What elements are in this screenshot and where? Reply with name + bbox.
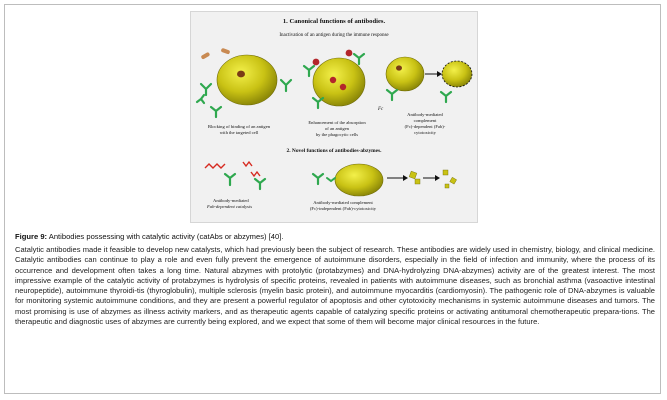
- arrow-head-icon: [437, 71, 442, 77]
- antibody-icon: [304, 66, 314, 76]
- figure-9: [190, 11, 478, 223]
- cell-fragment-icon: [450, 177, 457, 184]
- enhancement-panel: [304, 50, 366, 137]
- figure-illustration: [191, 12, 477, 222]
- cleaved-chain-icon: [243, 162, 252, 166]
- antibody-icon: [281, 80, 291, 91]
- figure-caption: [15, 232, 655, 242]
- cell-fragment-icon: [443, 170, 448, 175]
- lysed-cell: [442, 61, 472, 87]
- blocking-panel: [197, 48, 291, 135]
- substrate-chain-icon: [205, 164, 225, 168]
- antigen-icon: [340, 84, 346, 90]
- abzyme-icon: [255, 179, 265, 189]
- antigen-icon: [201, 52, 211, 60]
- section2-title: 2. Novel functions of antibodies-abzymes.: [286, 148, 382, 154]
- cell-nucleus: [237, 71, 245, 78]
- antibody-icon: [197, 95, 204, 103]
- abzyme-icon: [327, 178, 335, 181]
- target-cell: [386, 57, 424, 91]
- cleaved-chain-icon: [251, 172, 260, 176]
- enhancement-label-line3: by the phagocytic cells: [315, 132, 359, 137]
- antibody-icon: [354, 54, 364, 64]
- cell-fragment-icon: [415, 179, 420, 184]
- antibody-icon: [387, 90, 397, 100]
- antibody-icon: [441, 92, 451, 102]
- figure-label: Figure 9:: [15, 232, 48, 241]
- catalysis-label-line1: Antibody-mediated: [213, 198, 249, 203]
- target-cell: [335, 164, 383, 196]
- cell-nucleus: [396, 65, 402, 70]
- antigen-icon: [313, 59, 320, 66]
- catalysis-label-line2: Fab-dependent catalysis: [207, 204, 253, 209]
- cell-fragment-icon: [409, 171, 417, 179]
- arrow-head-icon: [403, 175, 408, 181]
- enhancement-label-line2: of an antigen: [325, 126, 349, 131]
- target-cell: [217, 55, 277, 105]
- blocking-label-line2: with the targeted cell: [219, 130, 259, 135]
- enhancement-label-line1: Enhancement of the absorption: [308, 120, 366, 125]
- complement-label-line2: complement: [413, 118, 437, 123]
- abzyme-cytotoxicity-panel: [310, 164, 457, 211]
- complement-label-line4: cytotoxicity: [414, 130, 436, 135]
- figure-caption-text: Antibodies possessing with catalytic activity (catAbs or abzymes) [40].: [47, 232, 284, 241]
- antibody-icon: [313, 98, 323, 108]
- complement-label-line3: (Fc)-dependent (Fab)-: [404, 124, 446, 129]
- catalysis-panel: [205, 162, 265, 209]
- cell-fragment-icon: [445, 184, 449, 188]
- antibody-icon: [211, 107, 221, 117]
- body-paragraph: Catalytic antibodies made it feasible to develop new catalysts, which had previously been the subject of research. These antibodies are widely used in chemistry, biology, and clinical medicine. Catalytic antibodies can continue to play a role and even fully prevent the emergence of autoimmune disorders, especially in the field of infection and immunity, where the process of its occurrence and development often takes a long time. Natural abzymes with protolytic (protabzymes) and DNA-hydrolyzing DNA-abzymes) activity are of the greatest interest. The most impressive example of the catalytic activity of protabzymes is hydrolysis of specific proteins, revealed in patients with autoimmune diseases, such as bronchial asthma (vasoactive intestinal neuropeptide), autoimmune thyroidi-tis (thyroglobulin), multiple sclerosis (myelin basic protein), and autoimmune myocarditis (cardiomyosin). The pathogenic role of DNA-abzymes is valuable for monitoring systemic autoimmune conditions, and they are present a powerful regulator of apoptosis and other cytotoxicity mechanisms in systemic autoimmune diseases and tumors. The most promising is use of abzymes as illness activity markers, and as therapeutic agents capable of catalyzing specific proteins or activating antitumoral chemotherapeutic prepara-tions. The therapeutic and diagnostic uses of abzymes are currently being explored, and we expect that some of them will become major clinical resources in the future.: [15, 245, 655, 327]
- arrow-head-icon: [435, 175, 440, 181]
- section1-subtitle: Inactivation of an antigen during the immune response: [279, 33, 389, 38]
- complement-label-line1: Antibody-mediated: [407, 112, 443, 117]
- abz-complement-label-line2: (Fc)-independent (Fab)-cytotoxicity: [309, 206, 377, 211]
- abz-complement-label-line1: Antibody-mediated complement: [313, 200, 373, 205]
- section1-title: 1. Canonical functions of antibodies.: [282, 18, 386, 25]
- abzyme-icon: [225, 174, 235, 185]
- antibody-icon: [201, 84, 211, 95]
- abzyme-icon: [313, 174, 323, 184]
- antigen-icon: [346, 50, 353, 57]
- antigen-icon: [330, 77, 336, 83]
- fc-label: Fc: [378, 107, 384, 112]
- blocking-label-line1: Blocking of binding of an antigen: [207, 124, 271, 129]
- complement-panel: [377, 57, 472, 135]
- antigen-icon: [221, 48, 231, 55]
